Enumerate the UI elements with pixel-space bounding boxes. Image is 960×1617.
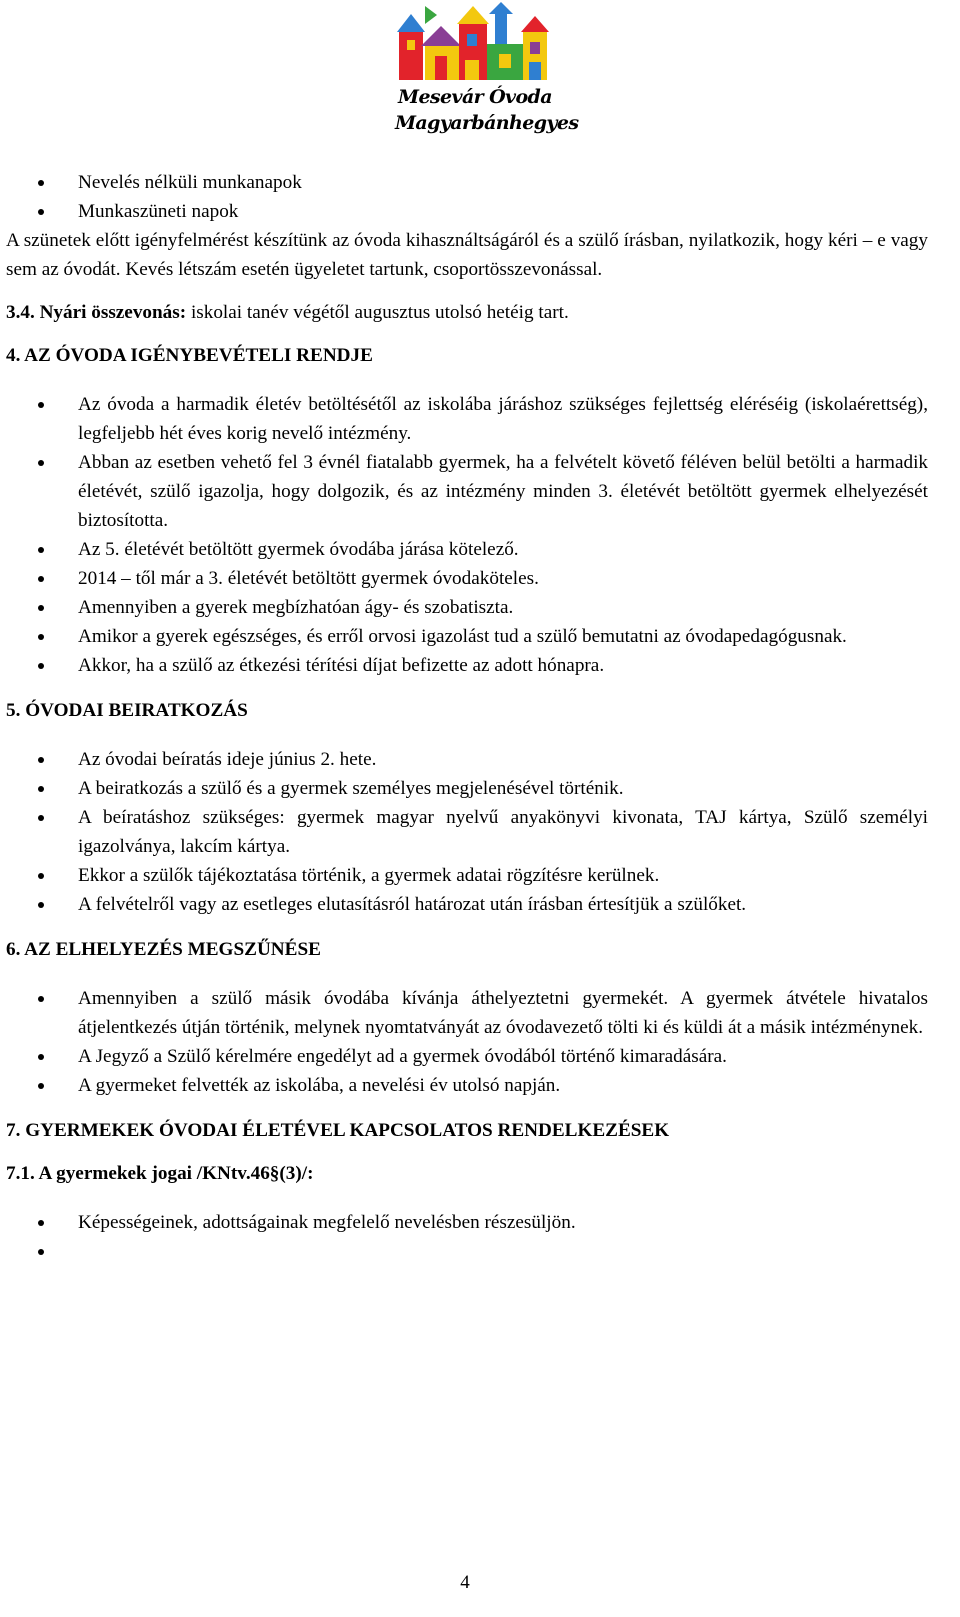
list-item: A beíratáshoz szükséges: gyermek magyar nyelvű anyakönyvi kivonata, TAJ kártya, Szülő személyi igazolványa, lakcím kártya.	[6, 803, 928, 861]
list-item: Nevelés nélküli munkanapok	[6, 168, 928, 197]
list-item: Ekkor a szülők tájékoztatása történik, a gyermek adatai rögzítésre kerülnek.	[6, 861, 928, 890]
list-item: Munkaszüneti napok	[6, 197, 928, 226]
section-6-heading: 6. AZ ELHELYEZÉS MEGSZŰNÉSE	[6, 939, 321, 960]
section-7-1-heading: 7.1. A gyermekek jogai /KNtv.46§(3)/:	[6, 1163, 314, 1184]
logo-town: Magyarbánhegyes	[395, 112, 579, 134]
list-item: Az óvoda a harmadik életév betöltésétől az iskolába járáshoz szükséges fejlettség eléréséig (iskolaérettség), legfeljebb hét éves korig nevelő intézmény.	[6, 390, 928, 448]
list-item: Akkor, ha a szülő az étkezési térítési díjat befizette az adott hónapra.	[6, 651, 928, 680]
list-item: A felvételről vagy az esetleges elutasításról határozat után írásban értesítjük a szülőket.	[6, 890, 928, 919]
list-item: 2014 – től már a 3. életévét betöltött gyermek óvodaköteles.	[6, 564, 928, 593]
section-4-list	[6, 390, 928, 680]
castle-logo-icon	[395, 2, 555, 86]
section-7-heading: 7. GYERMEKEK ÓVODAI ÉLETÉVEL KAPCSOLATOS RENDELKEZÉSEK	[6, 1120, 670, 1141]
section-3-4-label: 3.4. Nyári összevonás:	[6, 302, 187, 323]
list-item: A gyermeket felvették az iskolába, a nevelési év utolsó napján.	[6, 1071, 928, 1100]
section-3-4-text: iskolai tanév végétől augusztus utolsó hetéig tart.	[186, 302, 569, 323]
section-3-4	[6, 298, 928, 327]
section-6-list	[6, 984, 928, 1100]
section-4-heading: 4. AZ ÓVODA IGÉNYBEVÉTELI RENDJE	[6, 345, 373, 366]
school-logo	[395, 2, 579, 142]
list-item: Az óvodai beíratás ideje június 2. hete.	[6, 745, 928, 774]
list-item-empty	[6, 1237, 928, 1266]
section-5-list	[6, 745, 928, 919]
list-item: A beiratkozás a szülő és a gyermek személyes megjelenésével történik.	[6, 774, 928, 803]
section-5-heading: 5. ÓVODAI BEIRATKOZÁS	[6, 700, 248, 721]
section-7-1-list	[6, 1208, 928, 1266]
list-item: Amennyiben a szülő másik óvodába kívánja áthelyeztetni gyermekét. A gyermek átvétele hivatalos átjelentkezés útján történik, melynek nyomtatványát az óvodavezető tölti ki és küldi át a másik intézménynek.	[6, 984, 928, 1042]
list-item: A Jegyző a Szülő kérelmére engedélyt ad a gyermek óvodából történő kimaradására.	[6, 1042, 928, 1071]
list-item: Amennyiben a gyerek megbízhatóan ágy- és szobatiszta.	[6, 593, 928, 622]
list-item: Képességeinek, adottságainak megfelelő nevelésben részesüljön.	[6, 1208, 928, 1237]
logo-name: Mesevár Óvoda	[398, 86, 552, 108]
page-number: 4	[460, 1572, 470, 1593]
holiday-list	[6, 168, 928, 226]
list-item: Az 5. életévét betöltött gyermek óvodába járása kötelező.	[6, 535, 928, 564]
paragraph-holiday-survey: A szünetek előtt igényfelmérést készítünk az óvoda kihasználtságáról és a szülő írásban, nyilatkozik, hogy kéri – e vagy sem az óvodát. Kevés létszám esetén ügyeletet tartunk, csoportösszevonással.	[6, 230, 928, 280]
list-item: Amikor a gyerek egészséges, és erről orvosi igazolást tud a szülő bemutatni az óvodapedagógusnak.	[6, 622, 928, 651]
document-body	[6, 168, 928, 1266]
list-item: Abban az esetben vehető fel 3 évnél fiatalabb gyermek, ha a felvételt követő féléven belül betölti a harmadik életévét, szülő igazolja, hogy dolgozik, és az intézmény minden 3. életévét betöltött gyermek elhelyezését biztosította.	[6, 448, 928, 535]
